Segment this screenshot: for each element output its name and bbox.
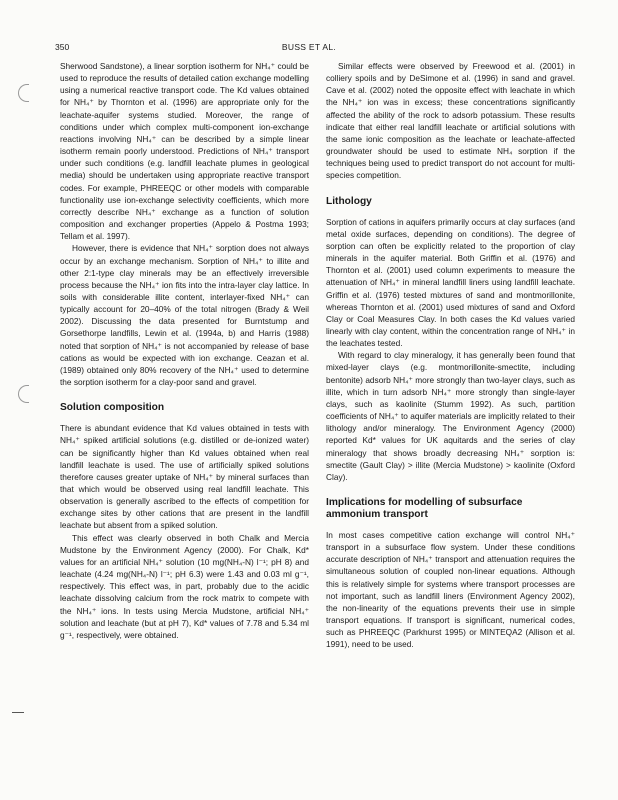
page-header	[0, 42, 618, 56]
margin-scan-mark	[12, 712, 24, 713]
binding-hole-mark	[18, 385, 29, 403]
paragraph: Similar effects were observed by Freewood et al. (2001) in colliery spoils and by DeSimone et al. (1996) in sand and gravel. Cave et al. (2002) noted the opposite effect with leachate in which the NH₄⁺ ion was in excess; these concentrations significantly affected the ability of the rock to adsorb potassium. These results indicate that either real landfill leachate or artificial solutions with the same ionic composition as the leachate or leachate-affected groundwater should be used to estimate NH₄ sorption if the techniques being used to predict transport do not account for multi-species competition.	[326, 61, 575, 181]
right-column	[326, 60, 575, 651]
section-heading: Solution composition	[60, 402, 165, 414]
paragraph: In most cases competitive cation exchange will control NH₄⁺ transport in a subsurface flow system. Under these conditions accurate description of NH₄⁺ transport and attenuation requires the simultaneous solution of coupled non-linear equations. Although this is relatively simple for systems where transport processes are not important, such as landfill liners (Environment Agency 2002), the non-linearity of the equations prevents their use in simple transport equations. If transport is significant, numerical codes, such as PHREEQC (Parkhurst 1995) or MINTEQA2 (Allison et al. 1991), need to be used.	[326, 530, 575, 650]
paragraph: Sherwood Sandstone), a linear sorption isotherm for NH₄⁺ could be used to reproduce the results of detailed cation exchange modelling using a numerical reactive transport code. The Kd values obtained for NH₄⁺ by Thornton et al. (1996) are appropriate only for the leachate-aquifer systems studied. Moreover, the range of conditions under which complex multi-component ion-exchange reactions involving NH₄⁺ can be described by a simple linear isotherm remain poorly understood. Predictions of NH₄⁺ transport under such conditions (e.g. landfill leachate plumes in geological media) should be undertaken using appropriate reactive transport codes. For example, PHREEQC or other models with comparable functionality use ion-exchange selectivity coefficients, which more correctly describe NH₄⁺ exchange as a function of solution composition and exchanger properties (Appelo & Postma 1993; Tellam et al. 1997).	[60, 61, 309, 242]
paragraph: However, there is evidence that NH₄⁺ sorption does not always occur by an exchange mechanism. Sorption of NH₄⁺ to illite and other 2:1-type clay minerals may be an effectively irreversible process because the NH₄⁺ ion fits into the intra-layer clay lattice. In soils with considerable illite content, interlayer-fixed NH₄⁺ can typically account for 20–40% of the total nitrogen (Brady & Weil 2002). Discussing the data presented for Burntstump and Gorsethorpe landfills, Lewin et al. (1994a, b) and Harris (1988) noted that sorption of NH₄⁺ is not accompanied by release of base cations as would be expected with ion exchange. Ceazan et al. (1989) obtained only 80% recovery of the NH₄⁺ used to determine the sorption isotherm for a clay-poor sand and gravel.	[60, 243, 309, 388]
paragraph: This effect was clearly observed in both Chalk and Mercia Mudstone by the Environment Agency (2000). For Chalk, Kd* values for an artificial NH₄⁺ solution (10 mg(NH₄-N) l⁻¹; pH 8) and leachate (4.24 mg(NH₄-N) l⁻¹; pH 6.3) were 1.43 and 0.03 ml g⁻¹, respectively. This effect was, in part, probably due to the acidic leachate dissolving calcium from the rock matrix to compete with the NH₄⁺ ions. In tests using Mercia Mudstone, artificial NH₄⁺ solution and leachate (but at pH 7), Kd* values of 7.78 and 5.34 ml g⁻¹, respectively, were obtained.	[60, 532, 309, 640]
paragraph: There is abundant evidence that Kd values obtained in tests with NH₄⁺ spiked artificial solutions (e.g. distilled or de-ionized water) can be significantly higher than Kd values obtained when real landfill leachate is used. The use of artificially spiked solutions therefore causes greater uptake of NH₄⁺ by mineral surfaces than that which would be observed using real landfill leachate. This observation is generally ascribed to the effects of competition for exchange sites by other cations that are present in the landfill leachate but absent from a spiked solution.	[60, 423, 309, 531]
left-column	[60, 60, 309, 641]
page-number: 350	[55, 42, 70, 52]
paragraph: With regard to clay mineralogy, it has generally been found that mixed-layer clays (e.g. montmorillonite-smectite, including bentonite) adsorb NH₄⁺ more strongly than two-layer clays, such as illite, which in turn adsorb NH₄⁺ more strongly than single-layer clays, such as kaolinite (Stumm 1992). As such, partition coefficients of NH₄⁺ to aquifer materials are implicitly related to their lithology and/or mineralogy. The Environment Agency (2000) reported Kd* values for UK aquitards and the series of clay mineralogy that shows broadly decreasing NH₄⁺ sorption is: smectite (Gault Clay) > illite (Mercia Mudstone) > kaolinite (Oxford Clay).	[326, 350, 575, 482]
section-heading: Lithology	[326, 195, 372, 207]
running-head: BUSS ET AL.	[281, 42, 337, 52]
binding-hole-mark	[18, 84, 29, 102]
paragraph: Sorption of cations in aquifers primarily occurs at clay surfaces (and metal oxide surfaces, depending on conditions). The degree of sorption can often be explicitly related to the proportion of clay minerals in the aquifer material. Both Griffin et al. (1976) and Thornton et al. (2001) used column experiments to measure the attenuation of NH₄⁺ in mineral landfill liners using landfill leachate. Griffin et al. (1976) tested mixtures of sand and montmorillonite, whereas Thornton et al. (2001) used mixtures of sand and Oxford Clay or Coal Measures Clay. In both cases the Kd values varied linearly with clay content, within the concentration range of NH₄⁺ in the leachates tested.	[326, 216, 575, 349]
section-heading: Implications for modelling of subsurface ammonium transport	[326, 497, 523, 520]
